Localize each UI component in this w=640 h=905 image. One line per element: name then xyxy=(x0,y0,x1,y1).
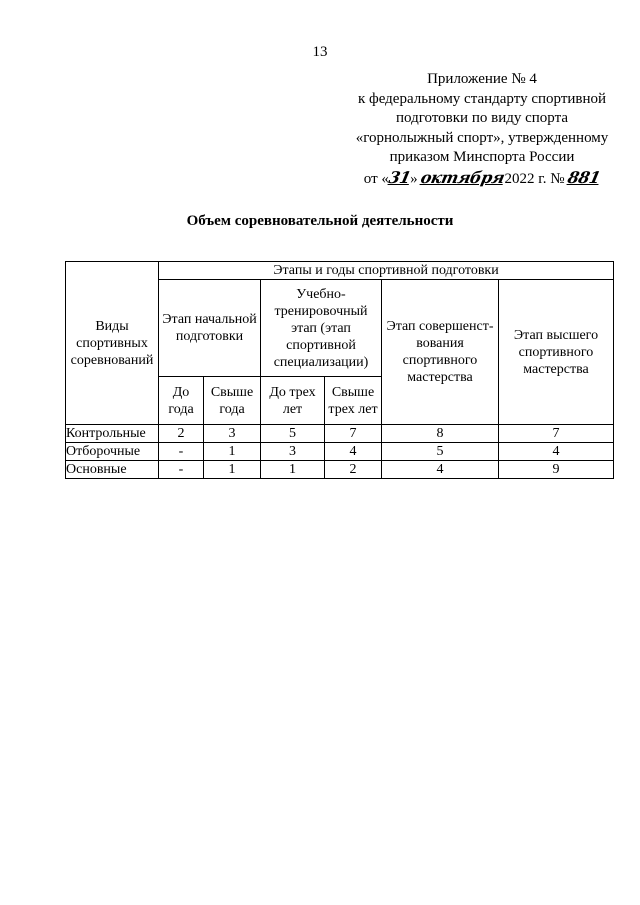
handwritten-month: октября xyxy=(419,167,507,187)
table-cell: 4 xyxy=(499,443,614,461)
table-cell: 5 xyxy=(382,443,499,461)
year-text: 2022 г. № xyxy=(504,170,565,187)
table-cell: - xyxy=(159,461,204,479)
subcol-over-three-years: Свыше трех лет xyxy=(325,377,382,425)
table-cell: 3 xyxy=(204,425,261,443)
group-header-cell: Этапы и годы спортивной подготовки xyxy=(159,262,614,280)
row-header-cell: Виды спортивных соревнований xyxy=(66,262,159,425)
handwritten-day: 31 xyxy=(386,167,413,187)
table-cell: 4 xyxy=(382,461,499,479)
order-date-line xyxy=(348,168,616,190)
stage-header-initial: Этап начальной подготовки xyxy=(159,280,261,377)
subcol-over-year: Свыше года xyxy=(204,377,261,425)
date-mid: » xyxy=(410,170,418,187)
row-label: Основные xyxy=(66,461,159,479)
table-cell: 2 xyxy=(159,425,204,443)
handwritten-order-number: 881 xyxy=(566,167,603,187)
stage-header-improvement: Этап совершенст-вования спортивного мастерства xyxy=(382,280,499,425)
subcol-up-to-year: До года xyxy=(159,377,204,425)
row-label: Отборочные xyxy=(66,443,159,461)
competition-volume-table xyxy=(65,261,614,479)
page-number: 13 xyxy=(312,44,328,60)
table-cell: - xyxy=(159,443,204,461)
table-cell: 5 xyxy=(261,425,325,443)
appendix-block xyxy=(348,70,616,189)
table-cell: 1 xyxy=(204,461,261,479)
table-cell: 2 xyxy=(325,461,382,479)
stage-header-training: Учебно-тренировочный этап (этап спортивной специализации) xyxy=(261,280,382,377)
row-label: Контрольные xyxy=(66,425,159,443)
table-row xyxy=(66,461,614,479)
appendix-line-3: подготовки по виду спорта xyxy=(396,110,568,126)
table-cell: 1 xyxy=(261,461,325,479)
table-cell: 3 xyxy=(261,443,325,461)
subcol-up-to-three-years: До трех лет xyxy=(261,377,325,425)
table-row xyxy=(66,425,614,443)
document-title: Объем соревновательной деятельности xyxy=(186,213,454,229)
appendix-line-5: приказом Минспорта России xyxy=(389,149,575,165)
table-cell: 9 xyxy=(499,461,614,479)
appendix-line-1: Приложение № 4 xyxy=(427,71,537,87)
table-cell: 1 xyxy=(204,443,261,461)
appendix-line-2: к федеральному стандарту спортивной xyxy=(357,90,607,107)
table-cell: 7 xyxy=(325,425,382,443)
table-cell: 8 xyxy=(382,425,499,443)
table-cell: 7 xyxy=(499,425,614,443)
table-cell: 4 xyxy=(325,443,382,461)
table-row xyxy=(66,443,614,461)
date-prefix: от « xyxy=(363,170,389,187)
appendix-line-4: «горнолыжный спорт», утвержденному xyxy=(355,129,609,146)
stage-header-higher-mastery: Этап высшего спортивного мастерства xyxy=(499,280,614,425)
